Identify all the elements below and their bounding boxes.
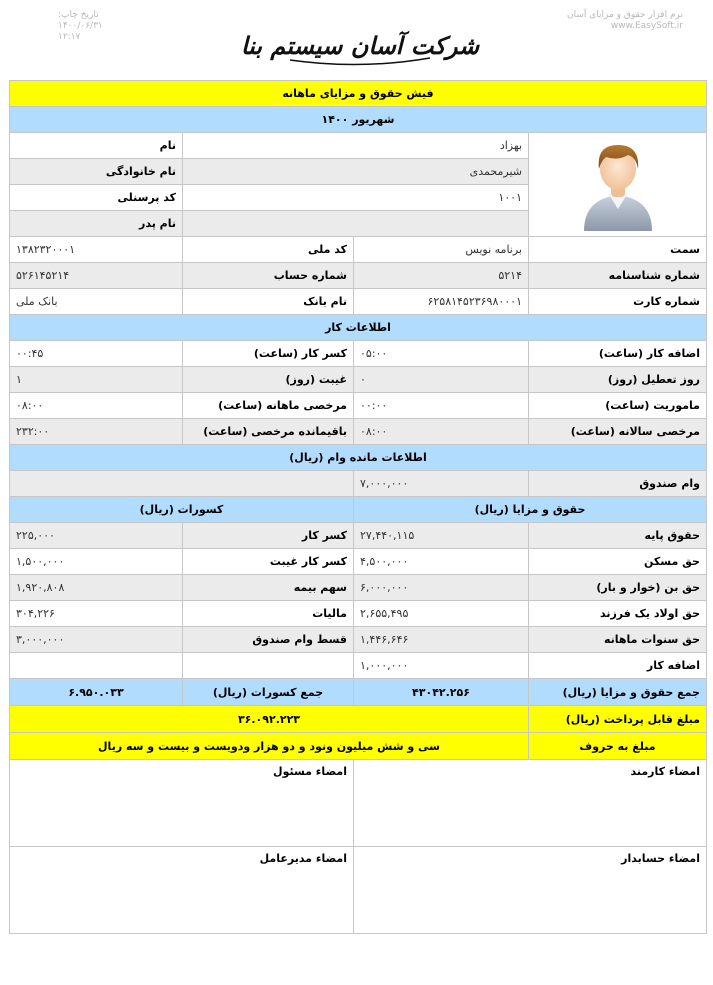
work-info-row [10,367,707,393]
company-name: شرکت آسان سیستم بنا [240,31,480,60]
account-label: شماره حساب [183,263,354,289]
salary-row [10,523,707,549]
salary-row [10,575,707,601]
total-deductions-value: ۶.۹۵۰.۰۳۳ [10,679,183,706]
last-name-label: نام خانوادگی [10,159,183,185]
national-code-label: کد ملی [183,237,354,263]
work-info-row [10,341,707,367]
work-info-value: ۰۸:۰۰ [10,393,183,419]
payable-words-label: مبلغ به حروف [529,733,707,760]
totals-row [10,679,707,706]
work-info-value: ۰۵:۰۰ [354,341,529,367]
deduction-label: سهم بیمه [183,575,354,601]
position-value: برنامه نویس [354,237,529,263]
deduction-label [183,653,354,679]
deduction-label: قسط وام صندوق [183,627,354,653]
salary-row [10,601,707,627]
personnel-code-label: کد پرسنلی [10,185,183,211]
deduction-label: کسر کار غیبت [183,549,354,575]
father-name-value [183,211,529,237]
deduction-value: ۲۲۵,۰۰۰ [10,523,183,549]
work-info-label: مرخصی سالانه (ساعت) [529,419,707,445]
work-info-label: کسر کار (ساعت) [183,341,354,367]
ceo-signature: امضاء مدیرعامل [10,847,354,934]
id-number-value: ۵۲۱۴ [354,263,529,289]
work-info-value: ۲۳۲:۰۰ [10,419,183,445]
bank-value: بانک ملی [10,289,183,315]
personnel-code-value: ۱۰۰۱ [183,185,529,211]
male-user-avatar-icon [578,135,658,231]
work-info-value: ۰ [354,367,529,393]
total-earnings-label: جمع حقوق و مزایا (ریال) [529,679,707,706]
salary-header-row [10,497,707,523]
id-number-label: شماره شناسنامه [529,263,707,289]
payable-value: ۳۶.۰۹۲.۲۲۳ [10,706,529,733]
work-info-label: روز تعطیل (روز) [529,367,707,393]
deduction-value: ۳۰۴,۲۲۶ [10,601,183,627]
loan-value: ۷,۰۰۰,۰۰۰ [354,471,529,497]
software-website: www.EasySoft.ir [610,21,683,31]
work-info-label: غیبت (روز) [183,367,354,393]
salary-row [10,653,707,679]
first-name-row [10,133,707,159]
payslip-title: فیش حقوق و مزایای ماهانه [10,81,707,107]
accountant-signature: امضاء حسابدار [354,847,707,934]
total-earnings-value: ۴۳۰۴۲.۲۵۶ [354,679,529,706]
loan-title: اطلاعات مانده وام (ریال) [10,445,707,471]
earning-label: حق مسکن [529,549,707,575]
employee-photo [529,133,707,237]
deductions-title: کسورات (ریال) [10,497,354,523]
card-row [10,289,707,315]
work-info-label: مرخصی ماهانه (ساعت) [183,393,354,419]
signature-row [10,847,707,934]
work-info-label: اضافه کار (ساعت) [529,341,707,367]
earning-label: حق سنوات ماهانه [529,627,707,653]
work-info-header-row [10,315,707,341]
account-value: ۵۲۶۱۴۵۲۱۴ [10,263,183,289]
earning-value: ۱,۰۰۰,۰۰۰ [354,653,529,679]
bank-label: نام بانک [183,289,354,315]
title-row [10,81,707,107]
earning-label: حق بن (خوار و بار) [529,575,707,601]
work-info-label: باقیمانده مرخصی (ساعت) [183,419,354,445]
first-name-label: نام [10,133,183,159]
payable-label: مبلغ قابل پرداخت (ریال) [529,706,707,733]
deduction-value [10,653,183,679]
earning-value: ۴,۵۰۰,۰۰۰ [354,549,529,575]
earning-label: اضافه کار [529,653,707,679]
salary-row [10,627,707,653]
period: شهریور ۱۴۰۰ [10,107,707,133]
earning-label: حق اولاد یک فرزند [529,601,707,627]
print-date-label: تاریخ چاپ: [58,10,99,20]
work-info-value: ۰۰:۰۰ [354,393,529,419]
payable-words-row [10,733,707,760]
payable-row [10,706,707,733]
earning-value: ۶,۰۰۰,۰۰۰ [354,575,529,601]
print-date: ۱۴۰۰/۰۶/۳۱ [58,21,103,31]
loan-header-row [10,445,707,471]
work-info-row [10,393,707,419]
total-deductions-label: جمع کسورات (ریال) [183,679,354,706]
last-name-value: شیرمحمدی [183,159,529,185]
position-row [10,237,707,263]
work-info-label: ماموریت (ساعت) [529,393,707,419]
loan-empty-cell [10,471,354,497]
software-info [567,10,683,32]
print-time: ۱۲:۱۷ [58,32,81,42]
company-logo [240,14,480,74]
loan-row [10,471,707,497]
card-label: شماره کارت [529,289,707,315]
earnings-title: حقوق و مزایا (ریال) [354,497,707,523]
payable-words: سی و شش میلیون ونود و دو هزار ودویست و بیست و سه ریال [10,733,529,760]
card-value: ۶۲۵۸۱۴۵۲۳۶۹۸۰۰۰۱ [354,289,529,315]
deduction-value: ۳,۰۰۰,۰۰۰ [10,627,183,653]
first-name-value: بهزاد [183,133,529,159]
responsible-signature: امضاء مسئول [10,760,354,847]
print-info [58,10,103,43]
earning-value: ۲۷,۴۴۰,۱۱۵ [354,523,529,549]
payslip-table [9,80,707,934]
page-header [0,0,713,80]
position-label: سمت [529,237,707,263]
work-info-value: ۱ [10,367,183,393]
work-info-value: ۰۸:۰۰ [354,419,529,445]
salary-row [10,549,707,575]
period-row [10,107,707,133]
employee-signature: امضاء کارمند [354,760,707,847]
deduction-value: ۱,۵۰۰,۰۰۰ [10,549,183,575]
national-code-value: ۱۳۸۲۳۲۰۰۰۱ [10,237,183,263]
deduction-value: ۱,۹۲۰,۸۰۸ [10,575,183,601]
loan-label: وام صندوق [529,471,707,497]
deduction-label: کسر کار [183,523,354,549]
work-info-title: اطلاعات کار [10,315,707,341]
deduction-label: مالیات [183,601,354,627]
work-info-row [10,419,707,445]
father-name-label: نام پدر [10,211,183,237]
software-name: نرم افزار حقوق و مزایای آسان [566,10,683,20]
earning-value: ۲,۶۵۵,۴۹۵ [354,601,529,627]
signature-row [10,760,707,847]
earning-value: ۱,۴۴۶,۶۴۶ [354,627,529,653]
earning-label: حقوق پایه [529,523,707,549]
id-number-row [10,263,707,289]
work-info-value: ۰۰:۴۵ [10,341,183,367]
